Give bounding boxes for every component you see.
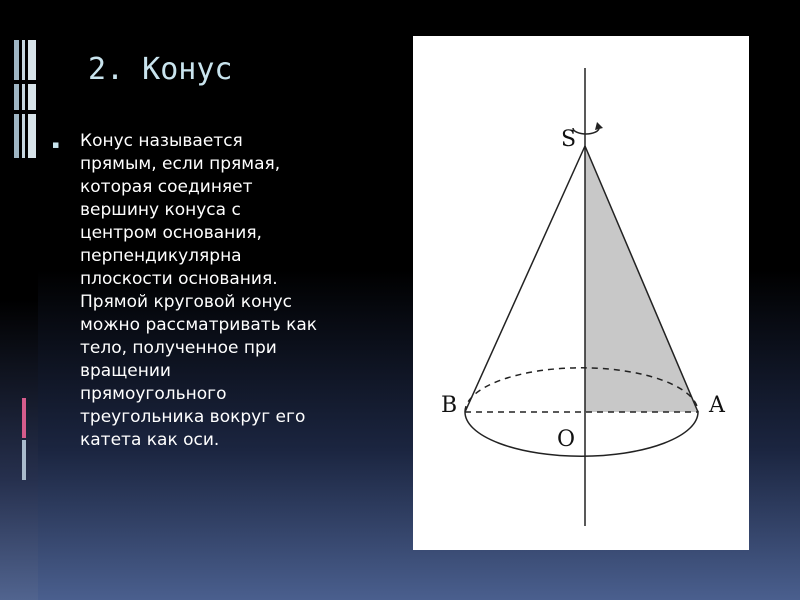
accent-bar-light (22, 440, 26, 480)
rotation-arrow-head (595, 122, 603, 130)
base-ellipse-front (465, 412, 698, 456)
cone-diagram (413, 36, 749, 550)
slide-title: 2. Конус (88, 52, 233, 87)
label-b: B (441, 393, 458, 418)
bullet-icon: ▪ (52, 138, 60, 151)
label-s: S (561, 127, 577, 152)
rotation-arrow-icon (573, 128, 599, 134)
decorative-bars (14, 40, 36, 160)
cone-left-edge (465, 146, 585, 412)
cone-figure (413, 36, 749, 550)
label-o: O (557, 427, 576, 452)
accent-bar-pink (22, 398, 26, 438)
slide-body-text: Конус называется прямым, если прямая, которая соединяет вершину конуса с центром основания, перпендикулярна плоскости основания. Прямой круговой конус можно рассматривать как тело, полученное при вращении прямоугольного треугольника вокруг его катета как оси. (80, 131, 318, 450)
label-a: A (709, 393, 725, 418)
